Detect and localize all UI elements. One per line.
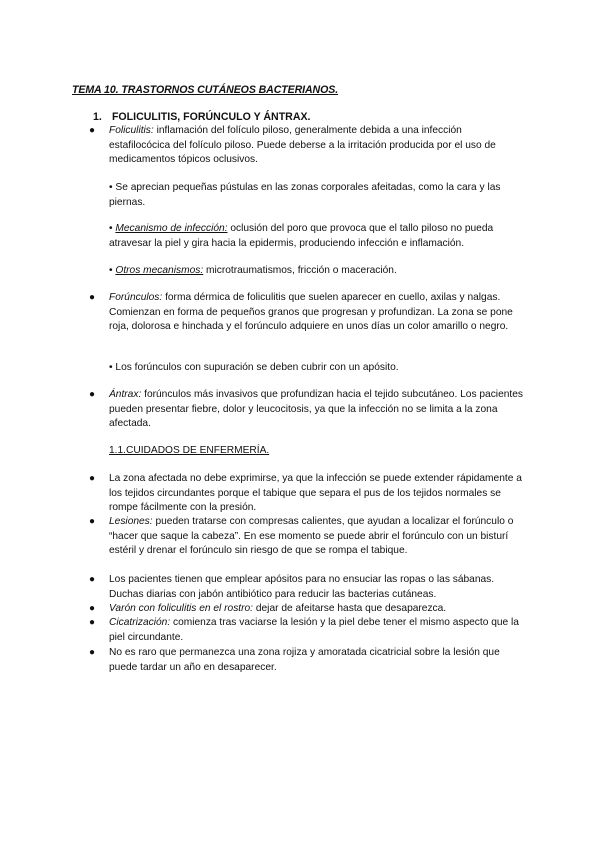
term-mecanismo: Mecanismo de infección:: [115, 223, 228, 234]
care-term: Varón con foliculitis en el rostro:: [109, 603, 254, 614]
subsection-heading: 1.1.CUIDADOS DE ENFERMERÍA.: [109, 445, 270, 456]
care-text: Los pacientes tienen que emplear apósitos para no ensuciar las ropas o las sábanas. Duchas diarias con jabón antibiótico para reducir las bacterias cutáneas.: [109, 574, 495, 600]
text-antrax: forúnculos más invasivos que profundizan hacia el tejido subcutáneo. Los pacientes pueden presentar fiebre, dolor y leucocitosis, ya que la infección no se limita a la zona afectada.: [109, 389, 523, 430]
bullet-icon: ●: [89, 292, 96, 303]
section-number: 1.: [93, 111, 102, 123]
text-forunculos: forma dérmica de foliculitis que suelen aparecer en cuello, axilas y nalgas. Comienzan en forma de pequeños granos que progresan y profundizan. La zona se pone roja, dolorosa e hinchada y el forúnculo adquiere en unos días un color amarillo o negro.: [109, 292, 513, 333]
care-list-item: [89, 472, 525, 516]
note-prefix: •: [109, 223, 116, 234]
care-list-item: [89, 646, 525, 675]
note-mecanismo: [109, 222, 525, 251]
bullet-icon: ●: [89, 603, 96, 614]
note-pustulas: • Se aprecian pequeñas pústulas en las zonas corporales afeitadas, como la cara y las piernas.: [109, 182, 501, 208]
care-term: Cicatrización:: [109, 617, 171, 628]
term-antrax: Ántrax:: [109, 389, 142, 400]
care-list-item: [89, 515, 525, 559]
bullet-icon: ●: [89, 389, 96, 400]
care-list-item: [89, 602, 525, 617]
list-item-antrax: [89, 388, 525, 432]
care-text: No es raro que permanezca una zona rojiza y amoratada cicatricial sobre la lesión que puede tardar un año en desaparecer.: [109, 647, 500, 673]
text-otros-mecanismos: microtraumatismos, fricción o maceración.: [203, 265, 397, 276]
text-mecanismo: oclusión del poro que provoca que el tallo piloso no pueda atravesar la piel y gira hacia la epidermis, produciendo infección e inflamación.: [109, 223, 494, 249]
bullet-icon: ●: [89, 647, 96, 658]
care-list-item: [89, 616, 525, 645]
bullet-icon: ●: [89, 473, 96, 484]
list-item-foliculitis: [89, 124, 525, 168]
term-forunculos: Forúnculos:: [109, 292, 163, 303]
section-heading-text: FOLICULITIS, FORÚNCULO Y ÁNTRAX.: [111, 111, 311, 123]
section-heading: [93, 110, 311, 125]
bullet-icon: ●: [89, 516, 96, 527]
bullet-icon: ●: [89, 125, 96, 136]
care-list-item: [89, 573, 525, 602]
list-item-forunculos: [89, 291, 525, 335]
note-otros-mecanismos: [109, 264, 525, 279]
term-foliculitis: Foliculitis:: [109, 125, 154, 136]
bullet-icon: ●: [89, 617, 96, 628]
term-otros-mecanismos: Otros mecanismos:: [115, 265, 204, 276]
care-text: comienza tras vaciarse la lesión y la piel debe tener el mismo aspecto que la piel circundante.: [109, 617, 519, 643]
text-foliculitis: inflamación del folículo piloso, generalmente debida a una infección estafilocócica del folículo piloso. Puede deberse a la irritación producida por el uso de medicamentos tópicos oclusivos.: [109, 125, 496, 166]
care-term: Lesiones:: [109, 516, 153, 527]
page-title: TEMA 10. TRASTORNOS CUTÁNEOS BACTERIANOS.: [72, 84, 339, 96]
bullet-icon: ●: [89, 574, 96, 585]
note-supuracion: • Los forúnculos con supuración se deben cubrir con un apósito.: [109, 362, 399, 373]
care-text: La zona afectada no debe exprimirse, ya que la infección se puede extender rápidamente a los tejidos circundantes porque el tabique que separa el pus de los tejidos normales se rompe fácilmente con la presión.: [109, 473, 522, 514]
note-prefix: •: [109, 265, 116, 276]
care-text: dejar de afeitarse hasta que desaparezca.: [253, 603, 447, 614]
care-text: pueden tratarse con compresas calientes, que ayudan a localizar el forúnculo o “hacer que saque la cabeza”. En ese momento se puede abrir el forúnculo con un bisturí estéril y drenar el forúnculo sin riesgo de que se rompa el tabique.: [109, 516, 514, 557]
